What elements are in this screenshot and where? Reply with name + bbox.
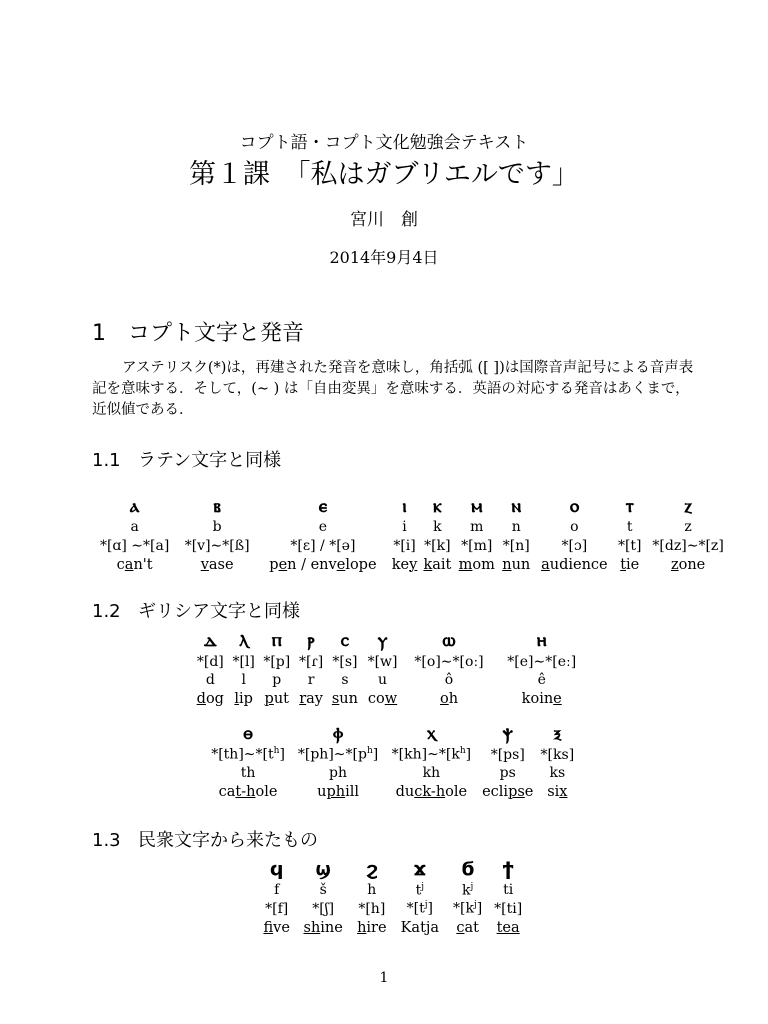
- greek-letter-tr-2: p: [272, 672, 282, 688]
- greek-letter-ipa-6: *[o]∼*[oː]: [414, 653, 484, 670]
- demotic-letter-glyph-0: ϥ: [269, 858, 284, 880]
- author-name: 宮川 創: [350, 210, 418, 230]
- greek-letter-aspirate-tr-2: kh: [422, 765, 441, 781]
- greek-letter-glyph-3: ⲣ: [307, 629, 315, 651]
- section-heading-1: [92, 316, 304, 347]
- latin-letter-tr-7: o: [570, 519, 579, 535]
- greek-letter-ex-6: oh: [439, 690, 459, 707]
- greek-letter-glyph-4: ⲥ: [340, 629, 350, 651]
- document-subtitle: コプト語・コプト文化勉強会テキスト: [239, 133, 529, 153]
- demotic-letter-glyph-1: ϣ: [315, 858, 332, 880]
- latin-letter-ex-3: key: [391, 556, 418, 573]
- latin-letter-glyph-3: ⲓ: [402, 495, 407, 517]
- subsection-heading-1-2: [92, 597, 300, 623]
- greek-letter-glyph-6: ⲱ: [442, 629, 456, 651]
- greek-letter-aspirate-tr-1: ph: [329, 765, 348, 781]
- greek-letter-tr-6: ô: [444, 672, 454, 688]
- demotic-letter-ipa-2: *[h]: [358, 900, 386, 917]
- demotic-letter-ex-2: hire: [357, 919, 387, 936]
- latin-letter-glyph-8: ⲧ: [625, 495, 634, 517]
- latin-letter-tr-4: k: [433, 519, 442, 535]
- latin-letter-tr-3: i: [402, 519, 407, 535]
- intro-paragraph: [92, 358, 698, 421]
- greek-letter-ex-7: koine: [521, 690, 562, 707]
- latin-letter-tr-9: z: [684, 519, 692, 535]
- greek-letter-aspirate-ex-0: cat-hole: [218, 783, 278, 800]
- demotic-letter-ex-1: shine: [303, 919, 343, 936]
- demotic-letter-ex-4: cat: [456, 919, 479, 936]
- latin-letter-ipa-1: *[v]∼*[ß]: [184, 537, 250, 554]
- greek-letter-aspirate-ex-4: six: [547, 783, 568, 800]
- greek-letter-tr-4: s: [341, 672, 349, 688]
- document-title: 第１課 「私はガブリエルです」: [189, 159, 579, 190]
- subsection-heading-1-3: [92, 826, 318, 852]
- greek-letter-aspirate-tr-0: th: [240, 765, 256, 781]
- greek-letter-ex-4: sun: [331, 690, 358, 707]
- greek-letter-aspirate-glyph-3: ⲯ: [502, 722, 513, 744]
- latin-letter-ipa-7: *[ɔ]: [561, 537, 588, 554]
- greek-letter-aspirate-ex-2: duck-hole: [395, 783, 468, 800]
- section-title: コプト文字と発音: [128, 321, 305, 346]
- intro-paragraph-text: アステリスク(*)は，再建された発音を意味し，角括弧 ([ ])は国際音声記号による音声表記を意味する．そして，(∼ ) は「自由変異」を意味する．英語の対応する発音はあくまで，近似値である．: [92, 360, 694, 418]
- greek-letter-ipa-2: *[p]: [263, 653, 291, 670]
- page-number: 1: [379, 970, 389, 986]
- demotic-letters-table: [258, 857, 528, 937]
- latin-letter-glyph-1: ⲃ: [213, 495, 221, 517]
- greek-letter-aspirate-ipa-4: *[ks]: [540, 746, 575, 763]
- latin-letter-ex-1: vase: [200, 556, 234, 573]
- latin-letter-ex-9: zone: [670, 556, 706, 573]
- greek-letter-aspirate-ipa-2: $*[kh]\sim*[k^h]$: [391, 746, 472, 763]
- latin-letter-ex-2: pen / envelope: [269, 556, 377, 573]
- greek-letter-aspirate-glyph-2: ⲭ: [427, 722, 436, 744]
- greek-letters-table-row2: [205, 721, 577, 801]
- latin-letter-tr-2: e: [318, 519, 328, 535]
- subsection-number: 1.3: [92, 830, 121, 851]
- greek-letter-glyph-0: ⲇ: [203, 629, 217, 651]
- latin-letter-glyph-9: ⲍ: [684, 495, 692, 517]
- greek-letter-aspirate-ipa-1: $*[ph]\sim*[p^h]$: [297, 746, 379, 763]
- latin-letter-tr-0: a: [130, 519, 139, 535]
- latin-letter-glyph-4: ⲕ: [433, 495, 442, 517]
- greek-letter-glyph-1: ⲗ: [239, 629, 249, 651]
- demotic-letter-tr-5: ti: [503, 882, 514, 898]
- greek-letter-ex-2: put: [264, 690, 289, 707]
- greek-letter-ipa-5: *[w]: [367, 653, 398, 670]
- greek-letters-table-row1: [192, 628, 588, 708]
- subsection-title: 民衆文字から来たもの: [138, 830, 318, 851]
- latin-letter-ex-5: mom: [458, 556, 495, 573]
- latin-letter-ipa-6: *[n]: [502, 537, 530, 554]
- latin-letter-glyph-5: ⲙ: [471, 495, 483, 517]
- latin-letter-glyph-6: ⲛ: [511, 495, 522, 517]
- latin-letter-ex-8: tie: [620, 556, 640, 573]
- demotic-letter-tr-0: f: [274, 882, 280, 898]
- demotic-letter-ipa-1: *[ʃ]: [312, 900, 335, 917]
- greek-letter-aspirate-glyph-1: ⲫ: [332, 722, 344, 744]
- latin-letter-tr-6: n: [511, 519, 521, 535]
- subsection-title: ラテン文字と同様: [138, 450, 282, 471]
- demotic-letter-glyph-5: ϯ: [502, 858, 514, 880]
- demotic-letter-ex-3: Katja: [400, 919, 440, 936]
- greek-letter-ex-1: lip: [234, 690, 253, 707]
- greek-letter-aspirate-ex-1: uphill: [317, 783, 359, 800]
- greek-letter-aspirate-ipa-0: $*[th]\sim*[t^h]$: [211, 746, 285, 763]
- subsection-number: 1.2: [92, 601, 121, 622]
- greek-letter-aspirate-ipa-3: *[ps]: [490, 746, 525, 763]
- subsection-heading-1-1: [92, 446, 281, 472]
- latin-like-letters-table: [92, 494, 732, 574]
- latin-letter-ipa-0: *[ɑ] ∼*[a]: [99, 537, 170, 554]
- demotic-letter-glyph-3: ϫ: [413, 858, 427, 880]
- greek-letter-tr-5: u: [378, 672, 388, 688]
- greek-letter-ex-3: ray: [299, 690, 323, 707]
- demotic-letter-tr-3: $t^j$: [415, 881, 425, 899]
- section-number: 1: [92, 321, 106, 346]
- subsection-number: 1.1: [92, 450, 121, 471]
- greek-letter-ipa-0: *[d]: [196, 653, 224, 670]
- latin-letter-tr-1: b: [212, 519, 222, 535]
- latin-letter-ex-0: can't: [116, 556, 153, 573]
- demotic-letter-ipa-4: $*[k^j]$: [453, 900, 483, 917]
- demotic-letter-glyph-4: ϭ: [460, 858, 475, 880]
- latin-letter-tr-8: t: [626, 519, 633, 535]
- latin-letter-ex-7: audience: [541, 556, 608, 573]
- demotic-letter-glyph-2: ϩ: [365, 858, 378, 880]
- subsection-title: ギリシア文字と同様: [138, 601, 300, 622]
- greek-letter-glyph-5: ⲩ: [377, 629, 388, 651]
- greek-letter-ipa-4: *[s]: [332, 653, 358, 670]
- latin-letter-ex-6: nun: [502, 556, 531, 573]
- demotic-letter-tr-4: $k^j$: [462, 881, 474, 899]
- demotic-letter-tr-2: h: [367, 882, 377, 898]
- latin-letter-tr-5: m: [470, 519, 484, 535]
- demotic-letter-ipa-5: *[ti]: [494, 900, 523, 917]
- latin-letter-ex-4: kait: [423, 556, 452, 573]
- demotic-letter-tr-1: š: [319, 882, 327, 898]
- greek-letter-glyph-2: ⲡ: [271, 629, 282, 651]
- greek-letter-aspirate-glyph-4: ⲝ: [553, 722, 561, 744]
- greek-letter-ipa-7: *[e]∼*[eː]: [507, 653, 577, 670]
- latin-letter-ipa-5: *[m]: [461, 537, 493, 554]
- latin-letter-glyph-7: ⲟ: [569, 495, 580, 517]
- greek-letter-glyph-7: ⲏ: [536, 629, 547, 651]
- greek-letter-aspirate-tr-4: ks: [549, 765, 566, 781]
- latin-letter-glyph-0: ⲁ: [129, 495, 140, 517]
- demotic-letter-ex-5: tea: [496, 919, 520, 936]
- greek-letter-tr-7: ê: [537, 672, 546, 688]
- latin-letter-ipa-9: *[dz]∼*[z]: [652, 537, 724, 554]
- demotic-letter-ipa-0: *[f]: [265, 900, 289, 917]
- latin-letter-glyph-2: ⲉ: [318, 495, 328, 517]
- greek-letter-ex-5: cow: [367, 690, 398, 707]
- demotic-letter-ex-0: five: [263, 919, 290, 936]
- greek-letter-aspirate-ex-3: eclipse: [482, 783, 534, 800]
- greek-letter-ipa-1: *[l]: [232, 653, 255, 670]
- demotic-letter-ipa-3: $*[t^j]$: [406, 900, 434, 917]
- latin-letter-ipa-4: *[k]: [424, 537, 451, 554]
- greek-letter-tr-1: l: [241, 672, 246, 688]
- greek-letter-aspirate-glyph-0: ⲑ: [243, 722, 253, 744]
- latin-letter-ipa-3: *[i]: [393, 537, 416, 554]
- document-date: 2014年9月4日: [329, 248, 439, 267]
- greek-letter-ipa-3: *[ɾ]: [298, 653, 324, 670]
- greek-letter-tr-0: d: [205, 672, 215, 688]
- greek-letter-ex-0: dog: [196, 690, 224, 707]
- greek-letter-aspirate-tr-3: ps: [499, 765, 516, 781]
- latin-letter-ipa-8: *[t]: [617, 537, 642, 554]
- latin-letter-ipa-2: *[ɛ] / *[ə]: [290, 537, 356, 554]
- greek-letter-tr-3: r: [307, 672, 315, 688]
